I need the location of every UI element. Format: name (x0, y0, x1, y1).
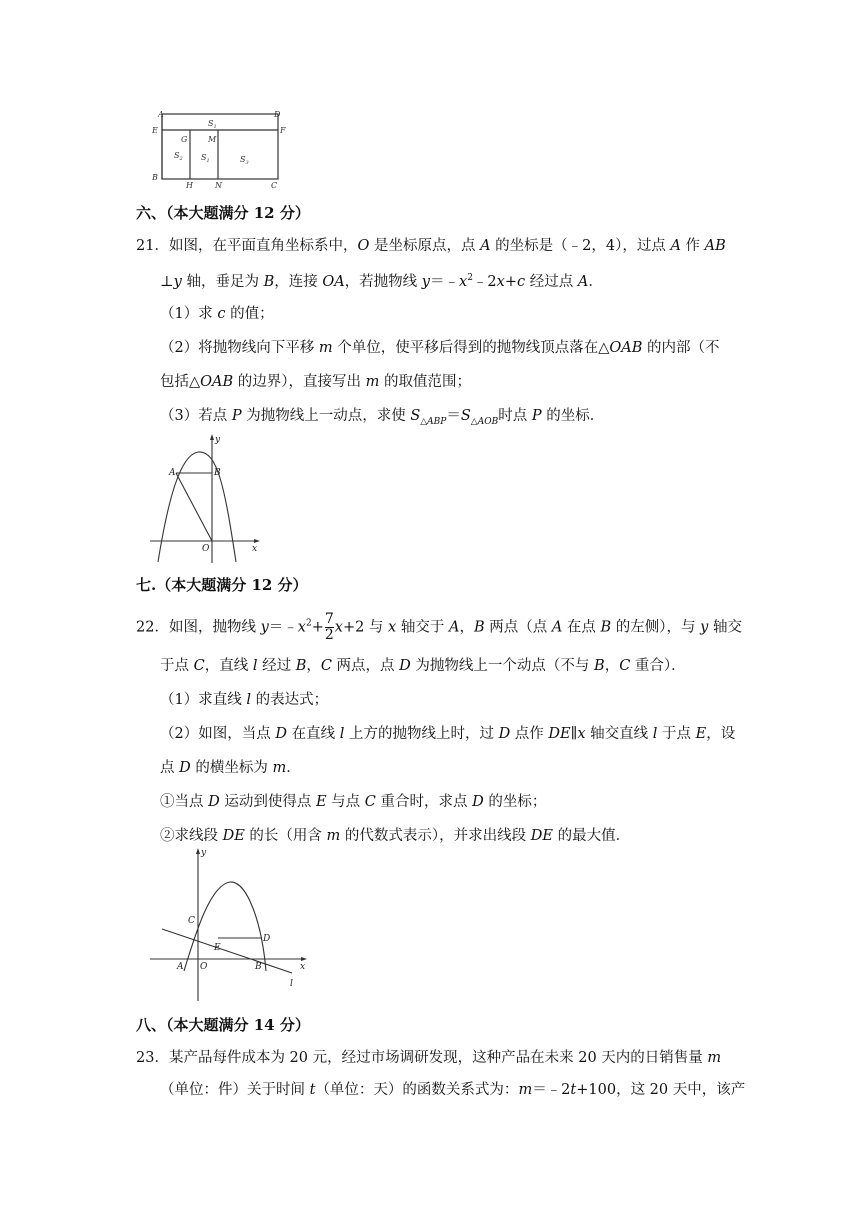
label-E: E (152, 126, 158, 135)
fraction-7-2: $\frac{7}{2}$ (324, 611, 334, 643)
label-H: H (186, 181, 193, 190)
q22-part2-line2: 点 D 的横坐标为 m． (160, 760, 301, 776)
label-D: D (274, 110, 281, 119)
label-M: M (208, 135, 217, 144)
q23-line1: 23．某产品每件成本为 20 元，经过市场调研发现，这种产品在未来 20 天内的日销售量 m (136, 1050, 722, 1066)
q21-fig-B: B (214, 468, 221, 478)
q22-part1: （1）求直线 l 的表达式； (160, 692, 329, 708)
section-6-title: 六、（本大题满分 12 分） (136, 204, 310, 222)
q22-fig-y: y (201, 848, 207, 858)
q21-part1: （1）求 c 的值； (160, 306, 274, 322)
q22-fig-E: E (214, 943, 221, 953)
q21-parabola-figure (140, 430, 270, 565)
q23-line2: （单位：件）关于时间 t（单位：天）的函数关系式为：m＝﹣2t+100，这 20 天中，该产 (160, 1082, 746, 1098)
label-F: F (280, 126, 286, 135)
q22-fig-C: C (188, 916, 195, 926)
label-S1-top: $S_1$ (208, 119, 217, 130)
label-B: B (152, 173, 158, 182)
q21-line1: 21．如图，在平面直角坐标系中，O 是坐标原点，点 A 的坐标是（﹣2，4），过点 A 作 AB (136, 238, 726, 254)
section-8-title: 八、（本大题满分 14 分） (136, 1016, 310, 1034)
label-N: N (215, 181, 222, 190)
q22-case1: ①当点 D 运动到使得点 E 与点 C 重合时，求点 D 的坐标； (160, 794, 547, 810)
q22-fig-D: D (263, 934, 271, 944)
q22-line1: 22．如图，抛物线 $y=﹣x^2+$ $\frac{7}{2}$ x+2 与 x 轴交于 A，B 两点（点 A 在点 B 的左侧），与 y 轴交 (136, 611, 742, 643)
q22-fig-O: O (200, 962, 208, 972)
q22-fig-l: l (290, 979, 293, 989)
q22-line2: 于点 C，直线 l 经过 B，C 两点，点 D 为抛物线上一个动点（不与 B，C 重合）． (160, 658, 686, 674)
q22-parabola-figure (140, 845, 320, 1005)
q21-line2: ⊥y 轴，垂足为 B，连接 OA，若抛物线 $y=﹣x^2﹣2x+c$ 经过点 A． (160, 273, 603, 290)
q22-fig-B: B (255, 962, 262, 972)
q22-part2-line1: （2）如图，当点 D 在直线 l 上方的抛物线上时，过 D 点作 DE∥x 轴交直线 l 于点 E，设 (160, 726, 736, 742)
q21-fig-x: x (252, 544, 258, 554)
q22-case2: ②求线段 DE 的长（用含 m 的代数式表示），并求出线段 DE 的最大值． (160, 828, 631, 844)
label-G: G (181, 135, 188, 144)
q21-part2-line1: （2）将抛物线向下平移 m 个单位，使平移后得到的抛物线顶点落在△OAB 的内部（不 (160, 340, 720, 356)
q21-part3: （3）若点 P 为抛物线上一动点，求使 $S_{\triangle ABP}=S_{\triangle AOB}$时点 P 的坐标． (160, 408, 605, 427)
q22-fig-x: x (300, 962, 306, 972)
rectangle-figure (146, 110, 296, 190)
label-S3: $S_3$ (240, 155, 249, 166)
label-A: A (158, 110, 164, 119)
label-S2: $S_2$ (174, 151, 183, 162)
q21-fig-y: y (215, 435, 221, 445)
label-C: C (271, 181, 278, 190)
section-7-title: 七.（本大题满分 12 分） (136, 576, 308, 594)
label-S1-mid: $S_1$ (201, 153, 210, 164)
q21-fig-A: A (169, 468, 176, 478)
q21-fig-O: O (202, 544, 210, 554)
q21-part2-line2: 包括△OAB 的边界），直接写出 m 的取值范围； (160, 374, 471, 390)
q22-fig-A: A (177, 962, 184, 972)
